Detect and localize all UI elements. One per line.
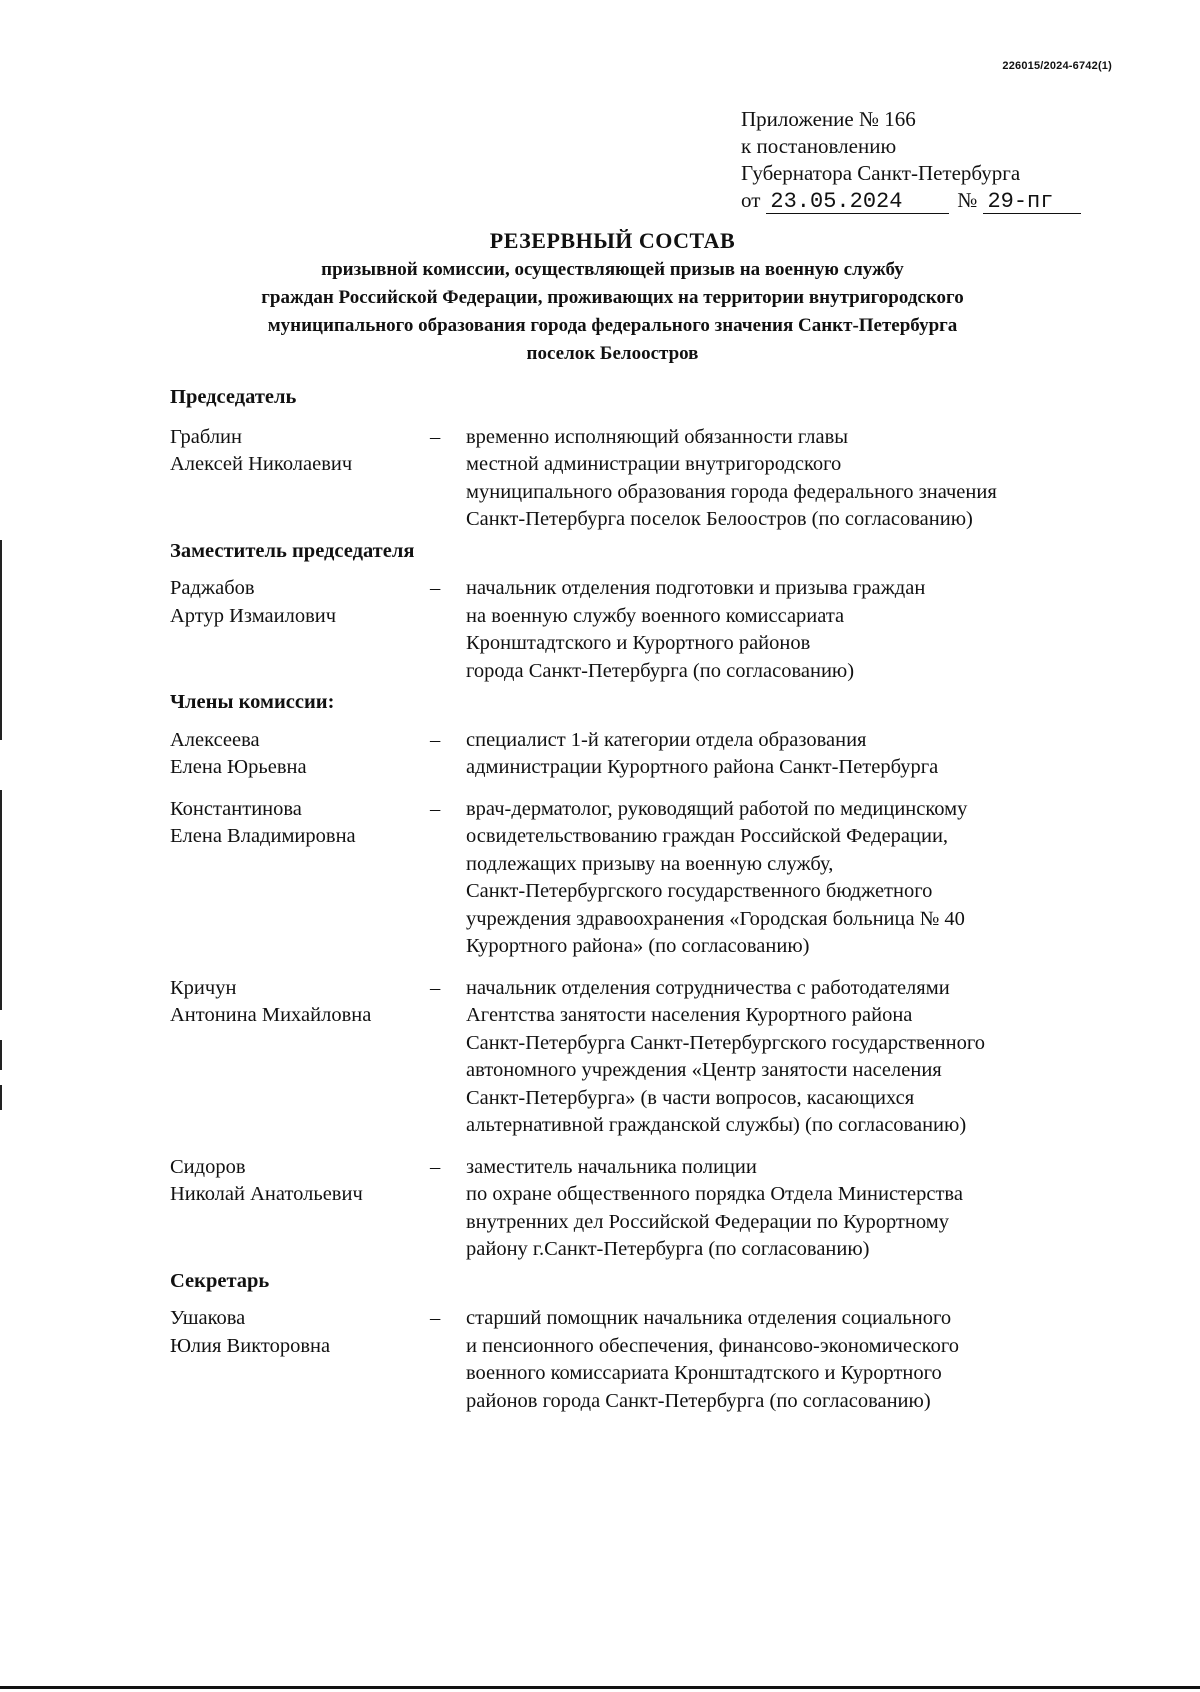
position-line: районов города Санкт-Петербурга (по согласованию) <box>466 1389 931 1412</box>
position-line: на военную службу военного комиссариата <box>466 604 845 627</box>
document-registration-number: 226015/2024-6742(1) <box>1002 60 1112 72</box>
member-position <box>466 796 1110 961</box>
member-name <box>170 1305 430 1415</box>
scan-edge-marks <box>0 540 3 1130</box>
position-line: местной администрации внутригородского <box>466 453 842 475</box>
member-surname: Раджабов <box>170 577 255 599</box>
position-line: врач-дерматолог, руководящий работой по медицинскому <box>466 797 968 820</box>
roster-entry-deputy <box>170 575 1110 685</box>
roster-entry-chair <box>170 424 1110 534</box>
appendix-header <box>741 106 1101 214</box>
member-position <box>466 424 1110 534</box>
scan-edge-mark <box>0 790 2 1010</box>
position-line: освидетельствованию граждан Российской Федерации, <box>466 825 949 847</box>
member-given-names: Алексей Николаевич <box>170 453 353 475</box>
member-position <box>466 975 1110 1140</box>
member-surname: Кричун <box>170 976 237 999</box>
scan-edge-mark <box>0 1040 2 1070</box>
position-line: подлежащих призыву на военную службу, <box>466 852 834 875</box>
member-surname: Ушакова <box>170 1307 246 1329</box>
position-line: начальник отделения подготовки и призыва граждан <box>466 577 926 599</box>
resolution-date: 23.05.2024 <box>766 191 949 214</box>
member-surname: Константинова <box>170 797 302 820</box>
position-line: временно исполняющий обязанности главы <box>466 425 849 448</box>
roster-entry-member <box>170 796 1110 961</box>
member-name <box>170 1154 430 1264</box>
document-title: РЕЗЕРВНЫЙ СОСТАВ <box>489 228 736 253</box>
member-position <box>466 1154 1110 1264</box>
dash-separator: – <box>430 1307 441 1329</box>
position-line: Санкт-Петербурга» (в части вопросов, касающихся <box>466 1086 915 1109</box>
position-line: военного комиссариата Кронштадтского и Курортного <box>466 1362 942 1384</box>
member-name <box>170 796 430 961</box>
position-line: Санкт-Петербурга Санкт-Петербургского государственного <box>466 1031 986 1054</box>
position-line: внутренних дел Российской Федерации по Курортному <box>466 1210 949 1233</box>
document-subtitle-line: поселок Белоостров <box>526 343 699 364</box>
scan-edge-mark <box>0 1085 2 1110</box>
roster-entry-member <box>170 1154 1110 1264</box>
member-position <box>466 1305 1110 1415</box>
dash-separator: – <box>430 577 441 599</box>
member-surname: Граблин <box>170 425 243 448</box>
section-heading-deputy: Заместитель председателя <box>170 539 415 562</box>
appendix-date-row <box>741 187 1101 214</box>
commission-roster <box>170 384 1110 1415</box>
member-surname: Алексеева <box>170 728 260 751</box>
member-position <box>466 727 1110 782</box>
resolution-number: 29-пг <box>983 191 1081 214</box>
date-label: от <box>741 188 761 212</box>
member-name <box>170 727 430 782</box>
position-line: и пенсионного обеспечения, финансово-экономического <box>466 1334 959 1357</box>
member-given-names: Елена Юрьевна <box>170 756 307 778</box>
position-line: города Санкт-Петербурга (по согласованию) <box>466 659 855 682</box>
position-line: Курортного района» (по согласованию) <box>466 935 810 957</box>
position-line: заместитель начальника полиции <box>466 1155 757 1178</box>
dash-separator: – <box>430 797 441 820</box>
roster-entry-secretary <box>170 1305 1110 1415</box>
appendix-number: Приложение № 166 <box>741 107 916 131</box>
appendix-to-resolution: к постановлению <box>741 134 897 158</box>
scan-bottom-edge <box>0 1686 1200 1689</box>
roster-entry-member <box>170 727 1110 782</box>
position-line: по охране общественного порядка Отдела Министерства <box>466 1183 963 1205</box>
position-line: старший помощник начальника отделения социального <box>466 1307 952 1329</box>
section-heading-members: Члены комиссии: <box>170 691 335 713</box>
position-line: району г.Санкт-Петербурга (по согласованию) <box>466 1238 870 1260</box>
dash-separator: – <box>430 728 441 751</box>
position-line: альтернативной гражданской службы) (по согласованию) <box>466 1114 967 1136</box>
position-line: начальник отделения сотрудничества с работодателями <box>466 976 950 999</box>
dash-separator: – <box>430 1155 441 1178</box>
position-line: Санкт-Петербургского государственного бюджетного <box>466 880 933 902</box>
member-given-names: Елена Владимировна <box>170 825 356 847</box>
member-surname: Сидоров <box>170 1155 246 1178</box>
member-given-names: Артур Измаилович <box>170 604 337 627</box>
section-heading-chair: Председатель <box>170 386 297 408</box>
member-given-names: Николай Анатольевич <box>170 1183 363 1205</box>
position-line: автономного учреждения «Центр занятости населения <box>466 1059 942 1081</box>
number-label: № <box>957 188 978 212</box>
position-line: специалист 1-й категории отдела образования <box>466 728 867 751</box>
dash-separator: – <box>430 976 441 999</box>
member-given-names: Юлия Викторовна <box>170 1334 331 1357</box>
scan-edge-mark <box>0 540 2 740</box>
appendix-issuer: Губернатора Санкт-Петербурга <box>741 161 1021 185</box>
member-given-names: Антонина Михайловна <box>170 1004 372 1026</box>
member-name <box>170 975 430 1140</box>
document-subtitle-line: граждан Российской Федерации, проживающих на территории внутригородского <box>261 287 964 308</box>
position-line: администрации Курортного района Санкт-Петербурга <box>466 756 939 778</box>
dash-separator: – <box>430 425 441 448</box>
roster-entry-member <box>170 975 1110 1140</box>
position-line: учреждения здравоохранения «Городская больница № 40 <box>466 907 965 930</box>
member-position <box>466 575 1110 685</box>
document-heading <box>150 226 1075 368</box>
section-heading-secretary: Секретарь <box>170 1269 270 1292</box>
member-name <box>170 575 430 685</box>
position-line: Агентства занятости населения Курортного района <box>466 1004 913 1026</box>
document-subtitle-line: муниципального образования города федерального значения Санкт-Петербурга <box>267 315 958 336</box>
position-line: муниципального образования города федерального значения <box>466 480 997 503</box>
member-name <box>170 424 430 534</box>
position-line: Санкт-Петербурга поселок Белоостров (по согласованию) <box>466 508 973 530</box>
position-line: Кронштадтского и Курортного районов <box>466 632 811 654</box>
document-subtitle-line: призывной комиссии, осуществляющей призыв на военную службу <box>321 259 904 280</box>
